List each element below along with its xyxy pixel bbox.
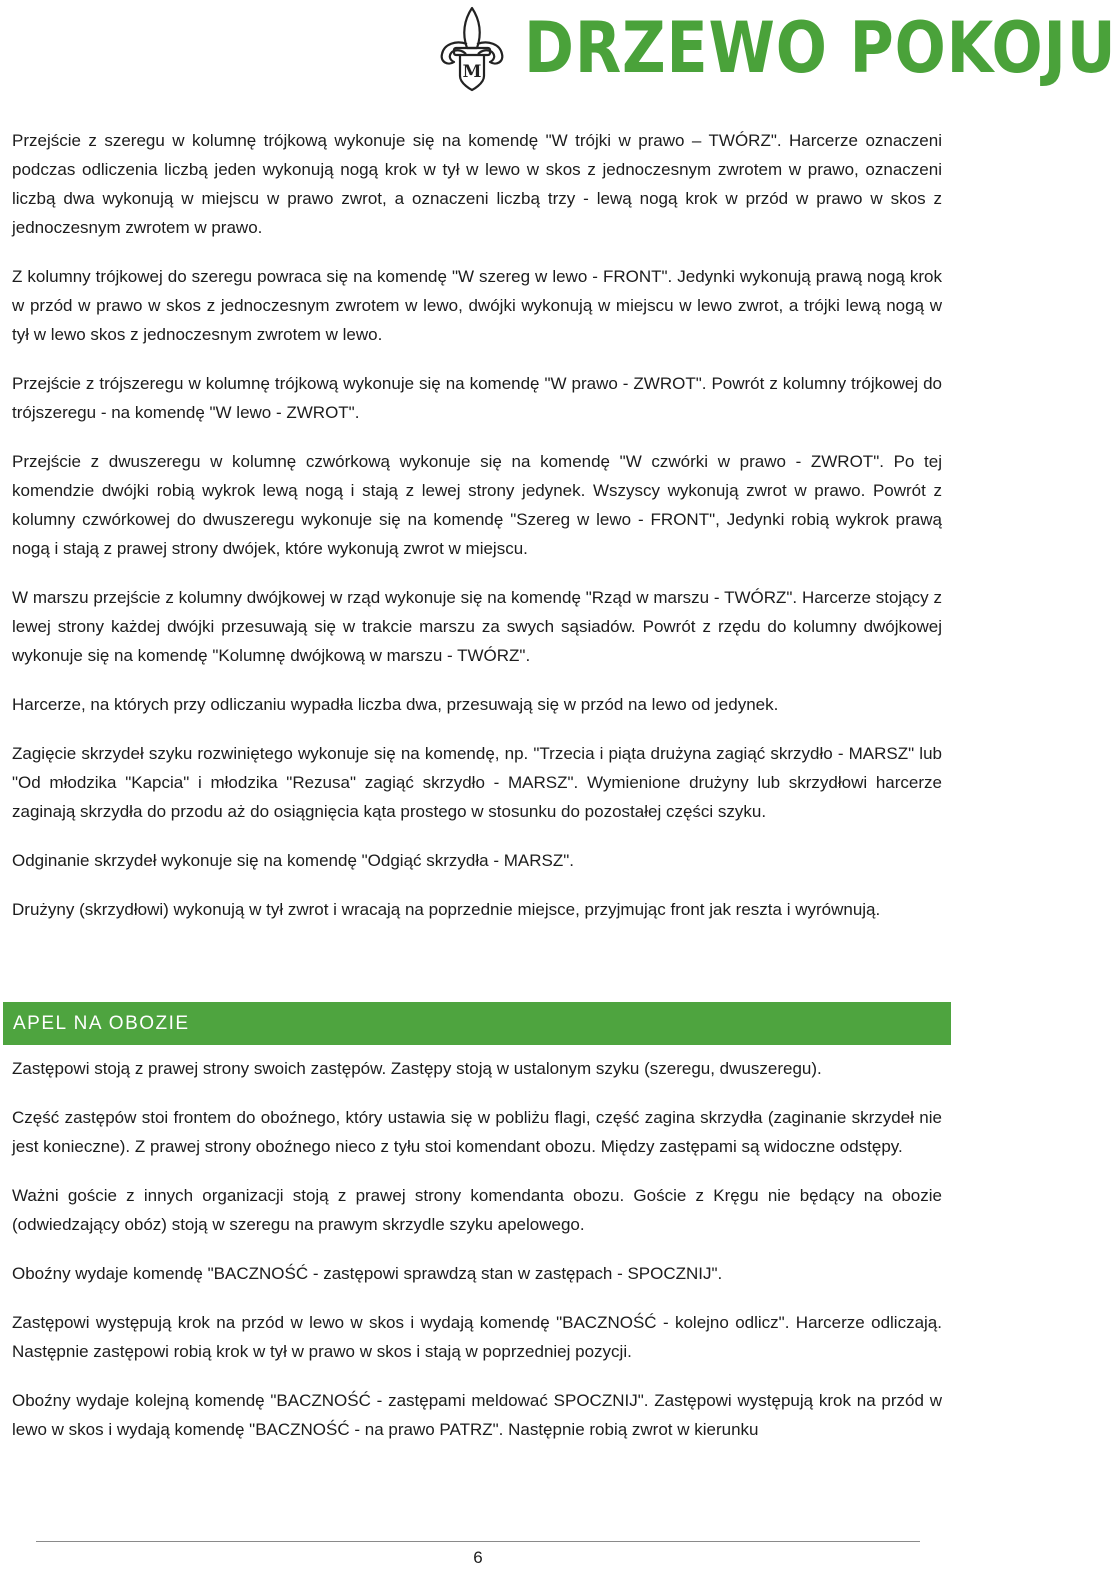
paragraph: Ważni goście z innych organizacji stoją z prawej strony komendanta obozu. Goście z Kręgu nie będący na obozie (odwiedzający obóz) stoją w szeregu na prawym skrzydle szyku apelowego.: [12, 1186, 942, 1234]
footer-divider: [36, 1541, 920, 1542]
emblem-letter: M: [462, 62, 482, 82]
scout-lily-emblem-icon: [436, 4, 508, 92]
page-number: 6: [473, 1548, 483, 1567]
paragraph: Część zastępów stoi frontem do oboźnego, który ustawia się w pobliżu flagi, część zagina skrzydła (zaginanie skrzydeł nie jest konieczne). Z prawej strony oboźnego nieco z tyłu stoi komendant obozu. Między zastępami są widoczne odstępy.: [12, 1108, 942, 1156]
paragraph: Odginanie skrzydeł wykonuje się na komendę "Odgiąć skrzydła - MARSZ".: [12, 851, 574, 870]
paragraph: Zastępowi stoją z prawej strony swoich zastępów. Zastępy stoją w ustalonym szyku (szeregu, dwuszeregu).: [12, 1059, 822, 1078]
paragraph: Z kolumny trójkowej do szeregu powraca się na komendę "W szereg w lewo - FRONT". Jedynki wykonują prawą nogą krok w przód w prawo w skos z jednoczesnym zwrotem w lewo, dwójki wykonują w miejscu w lewo zwrot, a trójki lewą nogą w tył w lewo skos z jednoczesnym zwrotem w lewo.: [12, 267, 942, 344]
paragraph: Przejście z dwuszeregu w kolumnę czwórkową wykonuje się na komendę "W czwórki w prawo - ZWROT". Po tej komendzie dwójki robią wykrok lewą nogą i stają z lewej strony jedynek. Wszyscy wykonują zwrot w prawo. Powrót z kolumny czwórkowej do dwuszeregu wykonuje się na komendę "Szereg w lewo - FRONT", Jedynki robią wykrok prawą nogą i stają z prawej strony dwójek, które wykonują zwrot w miejscu.: [12, 452, 942, 558]
page-header: [0, 0, 1117, 100]
paragraph: Drużyny (skrzydłowi) wykonują w tył zwrot i wracają na poprzednie miejsce, przyjmując front jak reszta i wyrównują.: [12, 900, 881, 919]
paragraph: Zastępowi występują krok na przód w lewo w skos i wydają komendę "BACZNOŚĆ - kolejno odlicz". Harcerze odliczają. Następnie zastępowi robią krok w tył w prawo w skos i stają w poprzedniej pozycji.: [12, 1313, 942, 1361]
section-title: APEL NA OBOZIE: [13, 1013, 190, 1034]
body-text-top: [12, 126, 942, 944]
paragraph: Przejście z trójszeregu w kolumnę trójkową wykonuje się na komendę "W prawo - ZWROT". Powrót z kolumny trójkowej do trójszeregu - na komendę "W lewo - ZWROT".: [12, 374, 942, 422]
paragraph: Oboźny wydaje kolejną komendę "BACZNOŚĆ - zastępami meldować SPOCZNIJ". Zastępowi występują krok na przód w lewo w skos i wydają komendę "BACZNOŚĆ - na prawo PATRZ". Następnie robią zwrot w kierunku: [12, 1391, 942, 1439]
paragraph: Harcerze, na których przy odliczaniu wypadła liczba dwa, przesuwają się w przód na lewo od jedynek.: [12, 695, 779, 714]
section-heading-bar: [3, 1002, 951, 1045]
paragraph: Oboźny wydaje komendę "BACZNOŚĆ - zastępowi sprawdzą stan w zastępach - SPOCZNIJ".: [12, 1264, 723, 1283]
body-text-bottom: [12, 1054, 942, 1464]
paragraph: Przejście z szeregu w kolumnę trójkową wykonuje się na komendę "W trójki w prawo – TWÓRZ". Harcerze oznaczeni podczas odliczenia liczbą jeden wykonują nogą krok w tył w lewo w skos z jednoczesnym zwrotem w prawo, oznaczeni liczbą dwa wykonują w miejscu w prawo zwrot, a oznaczeni liczbą trzy - lewą nogą krok w przód w prawo w skos z jednoczesnym zwrotem w prawo.: [12, 131, 942, 237]
logo-title: DRZEWO POKOJU: [524, 7, 1117, 89]
paragraph: W marszu przejście z kolumny dwójkowej w rząd wykonuje się na komendę "Rząd w marszu - TWÓRZ". Harcerze stojący z lewej strony każdej dwójki przesuwają się w trakcie marszu za swych sąsiadów. Powrót z rzędu do kolumny dwójkowej wykonuje się na komendę "Kolumnę dwójkową w marszu - TWÓRZ".: [12, 588, 942, 665]
paragraph: Zagięcie skrzydeł szyku rozwiniętego wykonuje się na komendę, np. "Trzecia i piąta drużyna zagiąć skrzydło - MARSZ" lub "Od młodzika "Kapcia" i młodzika "Rezusa" zagiąć skrzydło - MARSZ". Wymienione drużyny lub skrzydłowi harcerze zaginają skrzydła do przodu aż do osiągnięcia kąta prostego w stosunku do pozostałej części szyku.: [12, 744, 942, 821]
